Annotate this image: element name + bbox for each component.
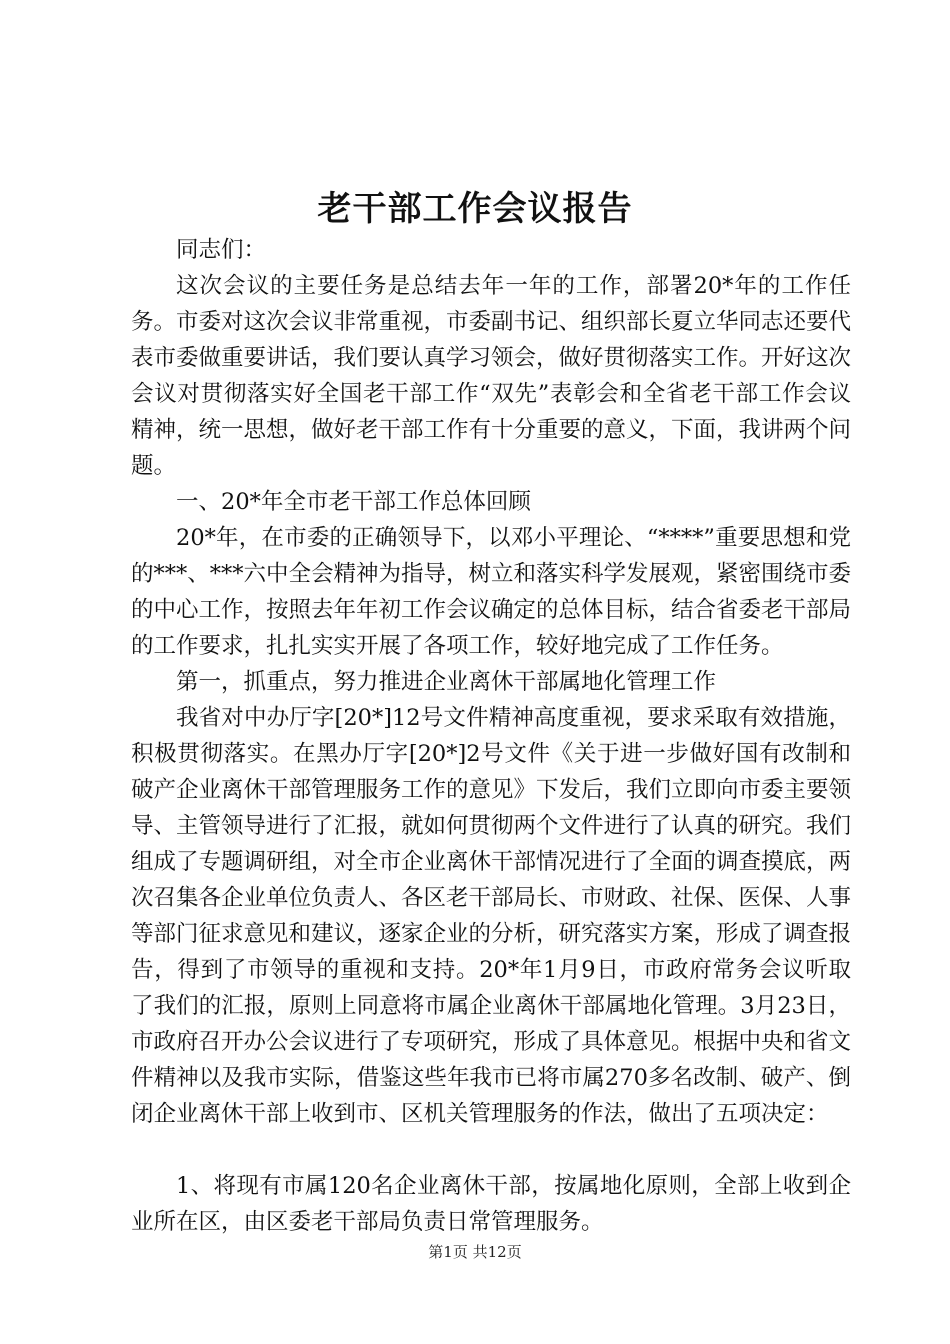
- paragraph-intro: 这次会议的主要任务是总结去年一年的工作，部署20*年的工作任务。市委对这次会议非常重视，市委副书记、组织部长夏立华同志还要代表市委做重要讲话，我们要认真学习领会，做好贯彻落实工作。开好这次会议对贯彻落实好全国老干部工作“双先”表彰会和全省老干部工作会议精神，统一思想，做好老干部工作有十分重要的意义，下面，我讲两个问题。: [131, 273, 852, 479]
- document-title: 老干部工作会议报告: [317, 189, 633, 229]
- paragraph-review: 20*年，在市委的正确领导下，以邓小平理论、“****”重要思想和党的***、***六中全会精神为指导，树立和落实科学发展观，紧密围绕市委的中心工作，按照去年年初工作会议确定的总体目标，结合省委老干部局的工作要求，扎扎实实开展了各项工作，较好地完成了工作任务。: [131, 525, 852, 659]
- paragraph-spacer: [131, 1132, 851, 1168]
- greeting-line: 同志们：: [176, 237, 267, 263]
- page-footer: 第1页 共12页: [428, 1243, 522, 1261]
- paragraph-localization: 我省对中办厅字[20*]12号文件精神高度重视，要求采取有效措施，积极贯彻落实。在黑办厅字[20*]2号文件《关于进一步做好国有改制和破产企业离休干部管理服务工作的意见》下发后，我们立即向市委主要领导、主管领导进行了汇报，就如何贯彻两个文件进行了认真的研究。我们组成了专题调研组，对全市企业离休干部情况进行了全面的调查摸底，两次召集各企业单位负责人、各区老干部局长、市财政、社保、医保、人事等部门征求意见和建议，逐家企业的分析，研究落实方案，形成了调查报告，得到了市领导的重视和支持。20*年1月9日，市政府常务会议听取了我们的汇报，原则上同意将市属企业离休干部属地化管理。3月23日，市政府召开办公会议进行了专项研究，形成了具体意见。根据中央和省文件精神以及我市实际，借鉴这些年我市已将市属270多名改制、破产、倒闭企业离休干部上收到市、区机关管理服务的作法，做出了五项决定：: [131, 705, 852, 1127]
- document-body: [131, 232, 851, 1240]
- section-heading-review: 一、20*年全市老干部工作总体回顾: [176, 489, 531, 515]
- paragraph-decision-1: 1、将现有市属120名企业离休干部，按属地化原则，全部上收到企业所在区，由区委老干部局负责日常管理服务。: [131, 1173, 851, 1235]
- subsection-heading-first: 第一，抓重点，努力推进企业离休干部属地化管理工作: [176, 669, 717, 695]
